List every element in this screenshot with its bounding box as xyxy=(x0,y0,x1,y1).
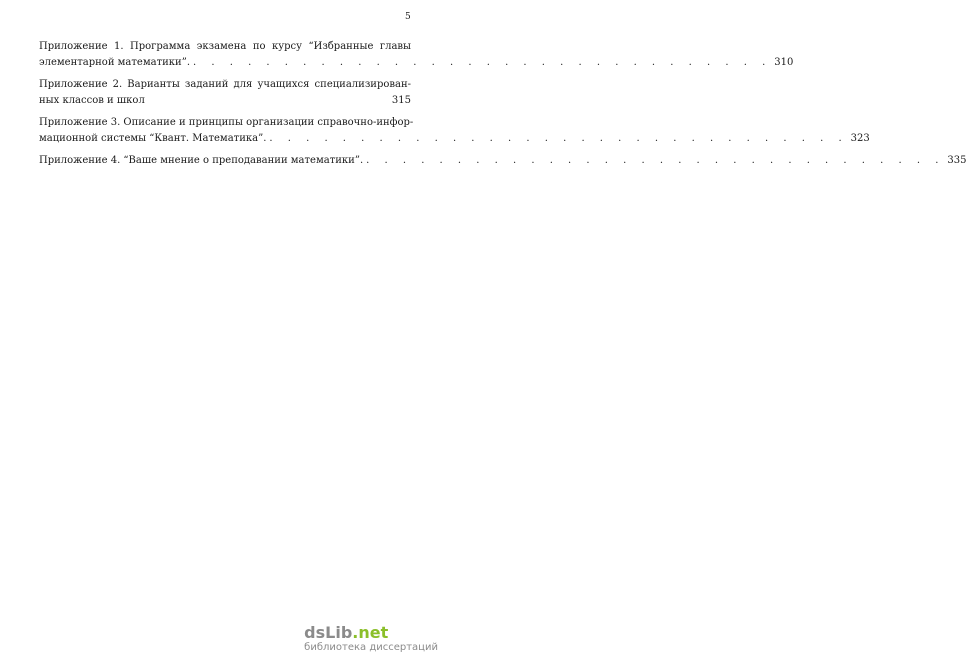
toc-entry-title-line: Приложение 2. Варианты заданий для учащихся специализирован- xyxy=(39,79,411,90)
dot-leader: . . . . . . . . . . . . . . . . . . . . . . . . . . . . . . . . xyxy=(366,155,945,166)
page-number: 5 xyxy=(405,12,411,22)
table-of-contents xyxy=(39,39,966,175)
toc-entry-title-line: ных классов и школ xyxy=(39,95,145,106)
dslib-logo: dsLib.net xyxy=(304,623,389,642)
toc-entry-appendix-2[interactable] xyxy=(39,77,411,109)
dot-leader: . . . . . . . . . . . . . . . . . . . . . . . . . . . . . . . . xyxy=(193,57,772,68)
toc-entry-title-line: мационной системы “Квант. Математика”. xyxy=(39,133,267,144)
toc-entry-appendix-3[interactable] xyxy=(39,115,870,147)
toc-page-number: 310 xyxy=(774,57,794,68)
dslib-watermark xyxy=(304,624,438,654)
toc-entry-title-line: Приложение 1. Программа экзамена по курсу “Избранные главы xyxy=(39,41,411,52)
toc-entry-appendix-4[interactable] xyxy=(39,153,966,169)
toc-entry-title-line: Приложение 3. Описание и принципы организации справочно-инфор- xyxy=(39,117,414,128)
toc-page-number: 315 xyxy=(391,95,411,106)
watermark-subtitle: библиотека диссертаций xyxy=(304,642,438,653)
toc-page-number: 335 xyxy=(947,155,966,166)
toc-page-number: 323 xyxy=(850,133,870,144)
toc-entry-title-line: Приложение 4. “Ваше мнение о преподавании математики”. xyxy=(39,155,364,166)
dot-leader: . . . . . . . . . . . . . . . . . . . . . . . . . . . . . . . . xyxy=(269,133,848,144)
toc-entry-title-line: элементарной математики”. xyxy=(39,57,190,68)
dot-leader xyxy=(145,93,392,109)
toc-entry-appendix-1[interactable] xyxy=(39,39,794,71)
